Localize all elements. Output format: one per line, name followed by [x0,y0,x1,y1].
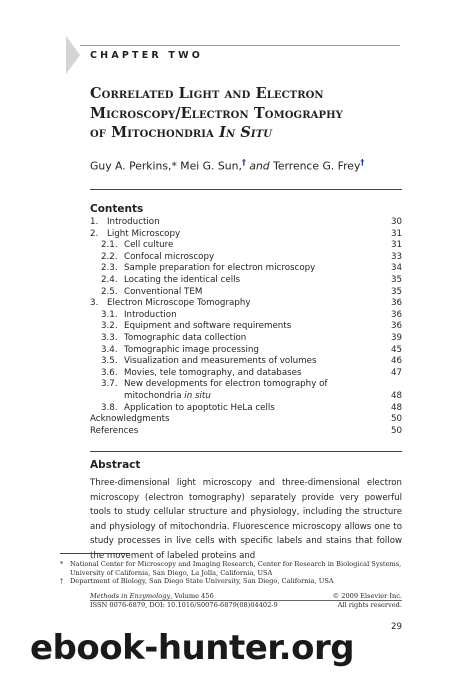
toc-page-number: 36 [390,298,402,309]
title-line-1: Correlated Light and Electron [90,85,324,102]
page-number: 29 [391,622,402,632]
rights: All rights reserved. [337,600,402,609]
chapter-title [90,84,400,143]
abstract-text: Three-dimensional light microscopy and three-dimensional electron microscopy (electron tomography) separately provide very powerful tools to study cellular structure and physiology, including the structure and physiology of mitochondria. Fluorescence microscopy allows one to study processes in live cells with specific labels and stains that follow the movement of labeled proteins and [90,478,402,561]
toc-item[interactable]: 3.8. Application to apoptotic HeLa cells 48 [101,402,402,413]
journal-series: Methods in Enzymology [90,592,171,600]
footnote: † Department of Biology, San Diego State University, San Diego, California, USA [60,577,334,586]
toc-page-number: 48 [390,390,402,401]
journal-rule [90,600,402,601]
footnotes [60,560,402,586]
toc-item[interactable]: Acknowledgments 50 [90,414,402,425]
toc-item[interactable]: References 50 [90,425,402,436]
chapter-tab-marker [66,36,80,74]
toc-page-number: 45 [390,344,402,355]
toc-item[interactable]: 3.5. Visualization and measurements of volumes 46 [101,356,402,367]
toc-page-number: 50 [390,414,402,425]
toc-page-number: 35 [390,286,402,297]
toc-page-number: 47 [390,367,402,378]
toc-item[interactable]: 3.7. New developments for electron tomography of mitochondria in situ 48 [101,379,402,401]
toc-page-number: 36 [390,309,402,320]
toc-item[interactable]: 3.1. Introduction 36 [101,309,402,320]
toc-page-number: 46 [390,356,402,367]
author-3-footnote-mark[interactable]: † [360,158,365,167]
toc-item[interactable]: 3.6. Movies, tele tomography, and databases 47 [101,367,402,378]
author-2: Mei G. Sun, [180,159,242,173]
toc-item[interactable]: 2.4. Locating the identical cells 35 [101,274,402,285]
title-line-3-italic: In Situ [219,124,273,141]
author-conjunction: and [249,159,270,173]
toc-item[interactable]: 2.2. Confocal microscopy 33 [101,251,402,262]
author-1: Guy A. Perkins, [90,159,172,173]
author-3: Terrence G. Frey [273,159,361,173]
toc-item[interactable]: 2.5. Conventional TEM 35 [101,286,402,297]
author-list [90,158,364,173]
toc-item[interactable]: 2.1. Cell culture 31 [101,240,402,251]
toc-item[interactable]: 1. Introduction 30 [90,217,402,227]
journal-volume: , Volume 456 [170,592,214,600]
toc-item[interactable]: 3.2. Equipment and software requirements 36 [101,321,402,332]
footnote: * National Center for Microscopy and Imaging Research, Center for Research in Biological Systems, University of California, San Diego, La Jolla, California, USA [60,560,402,577]
issn-doi[interactable]: ISSN 0076-6879, DOI: 10.1016/S0076-6879(08)04402-9 [90,600,278,609]
toc-page-number: 30 [390,217,402,227]
author-1-footnote-mark[interactable]: * [171,159,177,173]
title-line-2: Microscopy/Electron Tomography [90,104,343,122]
toc-item[interactable]: 2. Light Microscopy 31 [90,228,402,239]
toc-page-number: 35 [390,274,402,285]
contents-heading: Contents [90,203,144,215]
toc-page-number: 39 [390,332,402,343]
watermark: ebook-hunter.org [30,628,355,668]
copyright: © 2009 Elsevier Inc. [332,592,402,600]
toc-page-number: 50 [390,425,402,436]
toc-page-number: 34 [390,263,402,274]
toc-page-number: 31 [390,240,402,251]
chapter-rule [80,45,400,46]
title-line-3-prefix: of Mitochondria [90,124,220,141]
chapter-label: CHAPTER TWO [90,50,204,61]
contents-divider [90,451,402,452]
toc-item[interactable]: 3. Electron Microscope Tomography 36 [90,298,402,309]
footnote-rule [60,553,130,554]
toc-page-number: 36 [390,321,402,332]
toc-page-number: 33 [390,251,402,262]
toc-item[interactable]: 3.3. Tomographic data collection 39 [101,332,402,343]
abstract-heading: Abstract [90,459,141,471]
toc-item[interactable]: 3.4. Tomographic image processing 45 [101,344,402,355]
author-2-footnote-mark[interactable]: † [241,158,246,167]
toc-item[interactable]: 2.3. Sample preparation for electron microscopy 34 [101,263,402,274]
toc-page-number: 31 [390,228,402,239]
authors-divider [90,189,402,190]
table-of-contents [90,217,402,437]
toc-page-number: 48 [390,402,402,413]
